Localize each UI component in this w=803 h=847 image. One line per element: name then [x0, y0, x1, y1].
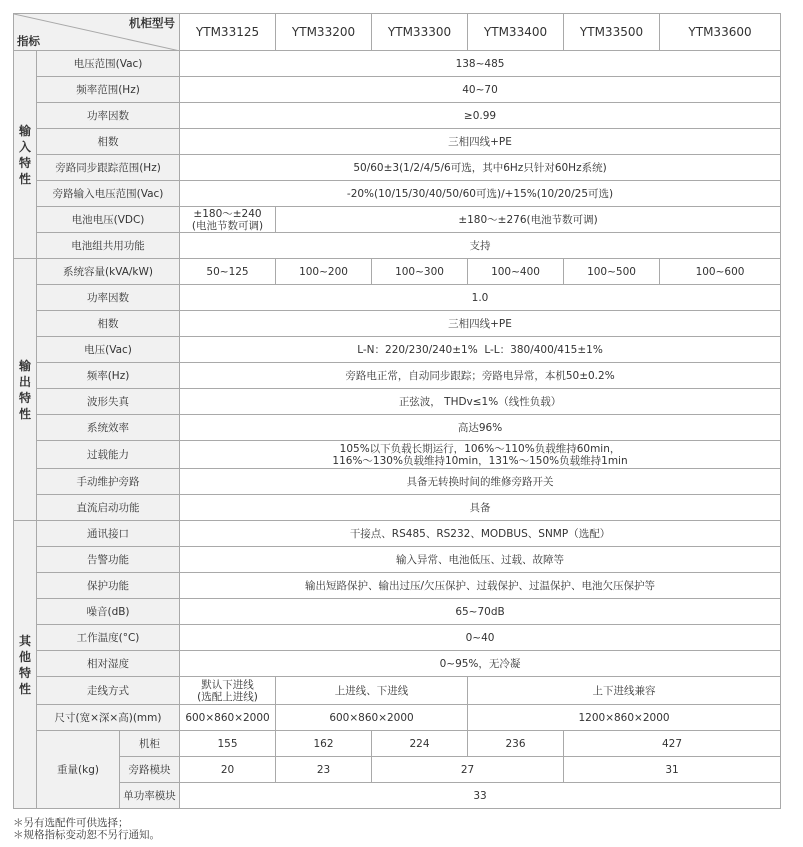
capacity-value: 100~300 [372, 259, 468, 285]
row-label: 系统容量(kVA/kW) [37, 259, 180, 285]
row-label: 相数 [37, 311, 180, 337]
row-value: 上下进线兼容 [468, 677, 781, 705]
row-label: 旁路模块 [120, 757, 180, 783]
bypass-voltage-row [14, 181, 781, 207]
row-label: 噪音(dB) [37, 599, 180, 625]
input-group-label: 输 入 特 性 [14, 51, 37, 259]
model-3: YTM33300 [372, 14, 468, 51]
manual-bypass-row [14, 469, 781, 495]
row-value: 600×860×2000 [180, 705, 276, 731]
weight-bypass-row [14, 757, 781, 783]
model-2: YTM33200 [276, 14, 372, 51]
cabinet-weight: 162 [276, 731, 372, 757]
row-label: 机柜 [120, 731, 180, 757]
row-value: 高达96% [180, 415, 781, 441]
footnote: ＊规格指标变动恕不另行通知。 [13, 829, 160, 841]
row-label: 频率(Hz) [37, 363, 180, 389]
output-freq-row [14, 363, 781, 389]
spec-table [13, 13, 781, 809]
comm-row [14, 521, 781, 547]
row-label: 手动维护旁路 [37, 469, 180, 495]
header-row [14, 14, 781, 51]
bypass-module-weight: 23 [276, 757, 372, 783]
input-phase-row [14, 129, 781, 155]
row-label: 电池组共用功能 [37, 233, 180, 259]
capacity-value: 50~125 [180, 259, 276, 285]
output-voltage-row [14, 337, 781, 363]
bypass-module-weight: 27 [372, 757, 564, 783]
bypass-module-weight: 20 [180, 757, 276, 783]
battery-voltage-row [14, 207, 781, 233]
row-value: ±180～±240 (电池节数可调) [180, 207, 276, 233]
row-value: 默认下进线 (选配上进线) [180, 677, 276, 705]
row-value: 1200×860×2000 [468, 705, 781, 731]
row-value: L-N：220/230/240±1% L-L：380/400/415±1% [180, 337, 781, 363]
capacity-value: 100~400 [468, 259, 564, 285]
model-6: YTM33600 [660, 14, 781, 51]
cabinet-weight: 236 [468, 731, 564, 757]
bypass-module-weight: 31 [564, 757, 781, 783]
cabinet-weight: 427 [564, 731, 781, 757]
distortion-row [14, 389, 781, 415]
row-label: 电压(Vac) [37, 337, 180, 363]
humidity-row [14, 651, 781, 677]
row-label: 走线方式 [37, 677, 180, 705]
row-value: 0~40 [180, 625, 781, 651]
row-label: 告警功能 [37, 547, 180, 573]
other-group-label: 其 他 特 性 [14, 521, 37, 809]
row-value: 105%以下负载长期运行，106%～110%负载维持60min， 116%～130%负载维持10min，131%～150%负载维持1min [180, 441, 781, 469]
size-row [14, 705, 781, 731]
row-label: 工作温度(°C) [37, 625, 180, 651]
row-label: 功率因数 [37, 285, 180, 311]
weight-cabinet-row [14, 731, 781, 757]
weight-power-module-row [14, 783, 781, 809]
row-value: 50/60±3(1/2/4/5/6可选，其中6Hz只针对60Hz系统) [180, 155, 781, 181]
capacity-value: 100~500 [564, 259, 660, 285]
row-label: 直流启动功能 [37, 495, 180, 521]
row-value: 600×860×2000 [276, 705, 468, 731]
row-label: 保护功能 [37, 573, 180, 599]
row-label: 功率因数 [37, 103, 180, 129]
temperature-row [14, 625, 781, 651]
row-value: 输出短路保护、输出过压/欠压保护、过载保护、过温保护、电池欠压保护等 [180, 573, 781, 599]
row-label: 电池电压(VDC) [37, 207, 180, 233]
row-label: 旁路同步跟踪范围(Hz) [37, 155, 180, 181]
cabinet-weight: 155 [180, 731, 276, 757]
row-value: 旁路电正常，自动同步跟踪；旁路电异常，本机50±0.2% [180, 363, 781, 389]
header-diagonal-cell [14, 14, 180, 51]
row-value: 138~485 [180, 51, 781, 77]
cabinet-weight: 224 [372, 731, 468, 757]
footnote: ＊另有选配件可供选择； [13, 817, 129, 829]
overload-row [14, 441, 781, 469]
row-value: 65~70dB [180, 599, 781, 625]
input-pf-row [14, 103, 781, 129]
row-label: 过载能力 [37, 441, 180, 469]
input-freq-row [14, 77, 781, 103]
row-label: 系统效率 [37, 415, 180, 441]
efficiency-row [14, 415, 781, 441]
row-label: 相数 [37, 129, 180, 155]
row-value: 40~70 [180, 77, 781, 103]
row-label: 旁路输入电压范围(Vac) [37, 181, 180, 207]
row-value: 具备 [180, 495, 781, 521]
row-value: ≥0.99 [180, 103, 781, 129]
row-label: 单功率模块 [120, 783, 180, 809]
model-5: YTM33500 [564, 14, 660, 51]
row-value: 三相四线+PE [180, 129, 781, 155]
row-label: 频率范围(Hz) [37, 77, 180, 103]
row-value: 三相四线+PE [180, 311, 781, 337]
row-label: 相对湿度 [37, 651, 180, 677]
row-value: 上进线、下进线 [276, 677, 468, 705]
row-value: 输入异常、电池低压、过载、故障等 [180, 547, 781, 573]
row-value: 正弦波， THDv≤1%（线性负载） [180, 389, 781, 415]
row-label: 尺寸(宽×深×高)(mm) [37, 705, 180, 731]
protection-row [14, 573, 781, 599]
index-header-label: 指标 [17, 34, 40, 48]
capacity-value: 100~600 [660, 259, 781, 285]
row-label: 通讯接口 [37, 521, 180, 547]
capacity-value: 100~200 [276, 259, 372, 285]
row-value: 0~95%，无冷凝 [180, 651, 781, 677]
noise-row [14, 599, 781, 625]
row-label: 波形失真 [37, 389, 180, 415]
row-value: -20%(10/15/30/40/50/60可选)/+15%(10/20/25可选) [180, 181, 781, 207]
footnotes [13, 817, 160, 841]
row-label: 电压范围(Vac) [37, 51, 180, 77]
model-4: YTM33400 [468, 14, 564, 51]
row-value: 1.0 [180, 285, 781, 311]
output-group-label: 输 出 特 性 [14, 259, 37, 521]
dc-start-row [14, 495, 781, 521]
input-voltage-row [14, 51, 781, 77]
row-value: 具备无转换时间的维修旁路开关 [180, 469, 781, 495]
bypass-sync-row [14, 155, 781, 181]
row-value: 支持 [180, 233, 781, 259]
capacity-row [14, 259, 781, 285]
model-1: YTM33125 [180, 14, 276, 51]
output-phase-row [14, 311, 781, 337]
row-value: ±180～±276(电池节数可调) [276, 207, 781, 233]
output-pf-row [14, 285, 781, 311]
model-header-label: 机柜型号 [129, 16, 176, 30]
wiring-row [14, 677, 781, 705]
weight-label: 重量(kg) [37, 731, 120, 809]
alarm-row [14, 547, 781, 573]
power-module-weight: 33 [180, 783, 781, 809]
battery-share-row [14, 233, 781, 259]
row-value: 干接点、RS485、RS232、MODBUS、SNMP（选配） [180, 521, 781, 547]
